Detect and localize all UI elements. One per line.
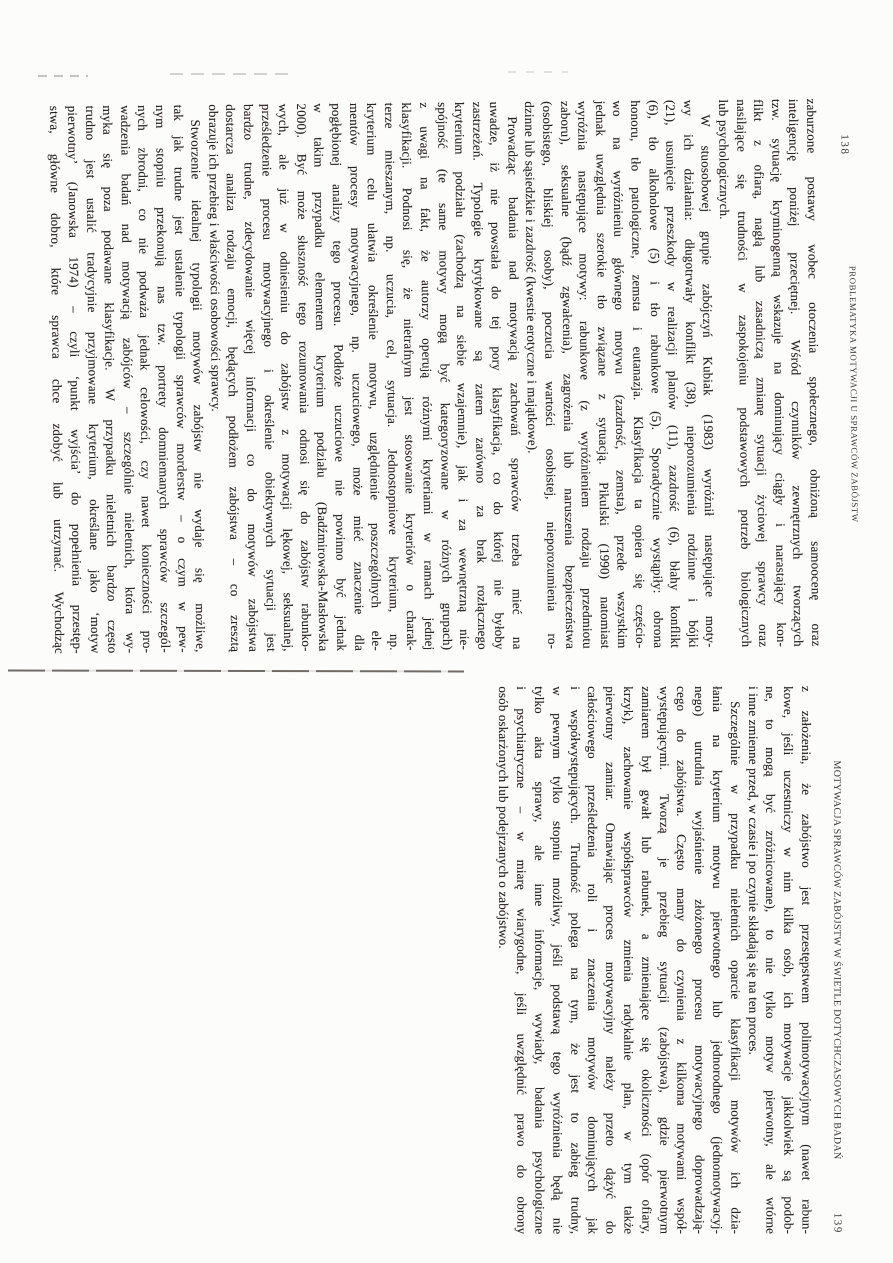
text-line: bardzo trudne, zdecydowanie więcej informacji co do motywów zabójstwa xyxy=(241,103,262,653)
text-line: Szczególnie w przypadku nieletnich oparcie klasyfikacji motywów ich dzia- xyxy=(727,701,744,1235)
text-line: nym stopniu przekonują nas tzw. portrety domniemanych sprawców szczegól- xyxy=(153,104,174,653)
text-line: Prowadząc badania nad motywacją zachowań sprawców trzeba mieć na xyxy=(505,116,526,650)
text-line: lub psychologicznych. xyxy=(716,99,733,220)
text-line: spójność (te same motywy mogą być kategoryzowane w różnych grupach) xyxy=(434,102,455,651)
text-line: pierwotny’ (Janowska 1974) – czyli ‘punkt wyjścia’ do popełnienia przestęp- xyxy=(65,105,86,654)
text-line: zamiarem był gwałt lub rabunek, a zmieniające się okoliczności (opór ofiary, xyxy=(638,686,655,1235)
text-line: krzyk), zachowanie współsprawców zmienia radykalnie plan, w tym także xyxy=(621,686,637,1235)
text-line: nego) utrudnia wyjaśnienie złożonego procesu motywacyjnego doprowadzają- xyxy=(692,686,708,1235)
text-line: dostarcza analiza rodzaju emocji, będących podłożem zabójstwa – co zresztą xyxy=(223,104,244,653)
text-line: w takim przypadku elementem kryterium podziału (Badźmirowska-Masłowska xyxy=(311,103,332,652)
text-line: (21), usunięcie przeszkody w realizacji planów (11), zazdrość (6), błahy konflikt xyxy=(663,99,684,649)
text-line: całościowego prześledzenia roli i znaczenia motywów dominujących jak xyxy=(585,686,601,1235)
page-139-text xyxy=(495,686,816,1234)
text-line: i współwystępujących. Trudność polega na tym, że jest to zabieg trudny, xyxy=(567,686,584,1235)
page-number: 138 xyxy=(838,134,851,156)
scan-artifact-dash xyxy=(170,73,290,75)
book-page-139 xyxy=(458,686,858,1234)
text-line: wo na wyróżnieniu głównego motywu (zazdrość, zemsta), przede wszystkim xyxy=(610,100,631,649)
text-line: pierwotny zamiar. Omawiając proces motywacyjny należy przeto dążyć do xyxy=(603,686,619,1235)
text-line: jednak uwzględnia szerokie tło związane z sytuacją. Pikulski (1990) natomiast xyxy=(592,100,614,649)
text-line: dzinne lub sąsiedzkie i zazdrość (kwestie erotyczne i majątkowe). xyxy=(522,101,541,454)
text-line: z założenia, że zabójstwo jest przestępstwem polimotywacyjnym (nawet rabun- xyxy=(799,686,815,1235)
scan-artifact-dash xyxy=(508,71,568,73)
running-head: MOTYWACJA SPRAWCÓW ZABÓJSTW W ŚWIETLE DOTYCHCZASOWYCH BADAŃ xyxy=(831,760,843,1160)
text-line: (osobistego, bliskiej osoby), poczucia wartości osobistej, nieporozumienia ro- xyxy=(540,101,561,650)
text-line: myka się poza podawane klasyfikacje. W przypadku nieletnich bardzo często xyxy=(100,105,121,654)
book-page-138 xyxy=(34,98,881,654)
text-line: honoru, tło patologiczne, zemsta i eutanazja. Klasyfikacja ta opiera się częścio- xyxy=(628,100,649,649)
text-line: występującymi. Tworzą je przebieg sytuacji (zabójstwa), gdzie pierwotnym xyxy=(656,686,673,1235)
page-138-header xyxy=(838,98,863,646)
text-line: nych zbrodni, co nie podważa jednak celowości, czy nawet konieczności pro- xyxy=(135,104,156,654)
page-138-text xyxy=(46,99,825,654)
running-head: PROBLEMATYKA MOTYWACJI U SPRAWCÓW ZABÓJSTW xyxy=(847,265,861,523)
text-line: wyróżnia następujące motywy: rabunkowe (z wyróżnieniem rodzaju przedmiotu xyxy=(575,100,596,649)
text-line: ne, to mogą być zróżnicowane), to nie tylko motyw pierwotny, ale wtórne xyxy=(763,686,779,1235)
text-line: w pewnym tylko stopniu możliwy, jeśli podstawą tego wyróżnienia będą nie xyxy=(549,686,566,1235)
text-line: klasyfikacji. Podnosi się, że nietrafnym jest stosowanie kryteriów o charak- xyxy=(399,102,420,651)
text-line: zastrzeżeń. Typologie krytykowane są zatem zarówno za brak rozłącznego xyxy=(469,101,490,650)
text-line: i inne zmienne przed, w czasie i po czynie składają się na ten proces. xyxy=(745,686,761,1056)
text-line: łania na kryterium motywu pierwotnego lub jednorodnego (jednomotywacyj- xyxy=(710,686,726,1235)
text-line: kryterium celu ułatwia określenie motywu, uzględnienie poszczególnych ele- xyxy=(364,102,385,651)
text-line: kryterium podziału (zachodzą na siebie wzajemnie), jak i za wewnętrzną nie- xyxy=(452,101,473,651)
text-line: obrazuje ich przebieg i właściwości osobowości sprawcy. xyxy=(205,104,224,412)
text-line: z uwagi na fakt, że autorzy operują różnymi kryteriami w ramach jednej xyxy=(416,102,438,651)
scan-artifact-dash xyxy=(38,75,88,77)
text-line: zaburzone postawy wobec otoczenia społecznego, obniżoną samoocenę oraz xyxy=(804,98,825,647)
text-line: pogłębionej analizy tego procesu. Podłoże uczuciowe nie powinno być jednak xyxy=(328,103,350,652)
text-line: tzw. sytuację kryminogenną wskazuje na dominujący ciągły i narastający kon- xyxy=(768,98,790,648)
text-line: inteligencję poniżej przeciętnej. Wśród czynników zewnętrznych tworzących xyxy=(786,98,807,647)
text-line: W stuosobowej grupie zabójczyń Kubiak (1983) wyróżnił następujące moty- xyxy=(698,114,719,648)
text-line: wadzenia badań nad motywacją zabójców – szczególnie nieletnich, która wy- xyxy=(117,105,139,654)
text-line: stwa, główne dobro, które sprawca chce zdobyć lub utrzymać. Wychodząc xyxy=(47,105,68,654)
text-line: tak jak trudne jest ustalenie typologii sprawców morderstw – o czym w pew- xyxy=(170,104,191,653)
text-line: mentów procesy motywacyjnego, np. uczuciowego, może mieć znaczenie dla xyxy=(346,102,367,652)
text-line: zaboru), seksualne (bądź zgwałcenia), zagrożenia lub naruszenia bezpieczeństwa xyxy=(557,100,578,650)
text-line: prześledzenie procesu motywacyjnego i określenie obiektywnych sytuacji jest xyxy=(258,103,279,652)
text-line: wy ich działania: długotrwały konflikt (38), nieporozumienia rodzinne i bójki xyxy=(680,99,702,648)
text-line: tylko akta sprawy, ale inne informacje, wywiady, badania psychologiczne xyxy=(532,686,548,1235)
text-line: nasilające się trudności w zaspokojeniu podstawowych potrzeb biologicznych xyxy=(733,99,754,648)
text-line: Stworzenie idealnej typologii motywów zabójstw nie wydaje się możliwe, xyxy=(188,119,209,653)
text-line: terze mieszanym, np. uczucia, cel, sytuacja. Jednostopniowe kryterium, np. xyxy=(381,102,403,651)
text-line: flikt z ofiarą, nagłą lub zasadniczą zmianę sytuacji życiowej sprawcy oraz xyxy=(751,99,772,648)
text-line: (6), tło alkoholowe (5) i tło rabunkowe (5). Sporadycznie wystąpiły: obrona xyxy=(645,100,666,649)
scan-artifact-page-edge-line xyxy=(8,670,464,673)
text-line: kowe, jeśli uczestniczy w nim kilka osób, ich motywacje jakkolwiek są podob- xyxy=(781,686,797,1235)
text-line: uwadze, iż nie powstała do tej pory klasyfikacja, co do której nie byłoby xyxy=(487,101,508,650)
text-line: i psychiatryczne – w miarę wiarygodne, jeśli uwzględnić prawo do obrony xyxy=(514,686,530,1235)
text-line: cego do zabójstwa. Często mamy do czynienia z kilkoma motywami współ- xyxy=(674,686,690,1235)
text-line: 2000). Być może słuszność tego rozumowania odnosi się do zabójstw rabunko- xyxy=(293,103,315,652)
text-line: wych, ale już w odniesieniu do zabójstw z motywacji lękowej, seksualnej, xyxy=(276,103,297,652)
page-number: 139 xyxy=(831,1212,844,1235)
page-139-header xyxy=(828,686,844,1234)
text-line: osób oskarżonych lub podejrzanych o zabójstwo. xyxy=(496,686,512,949)
text-line: trudno jest ustalić tradycyjnie przyjmowane kryterium, określane jako ‘motyw xyxy=(82,105,103,654)
